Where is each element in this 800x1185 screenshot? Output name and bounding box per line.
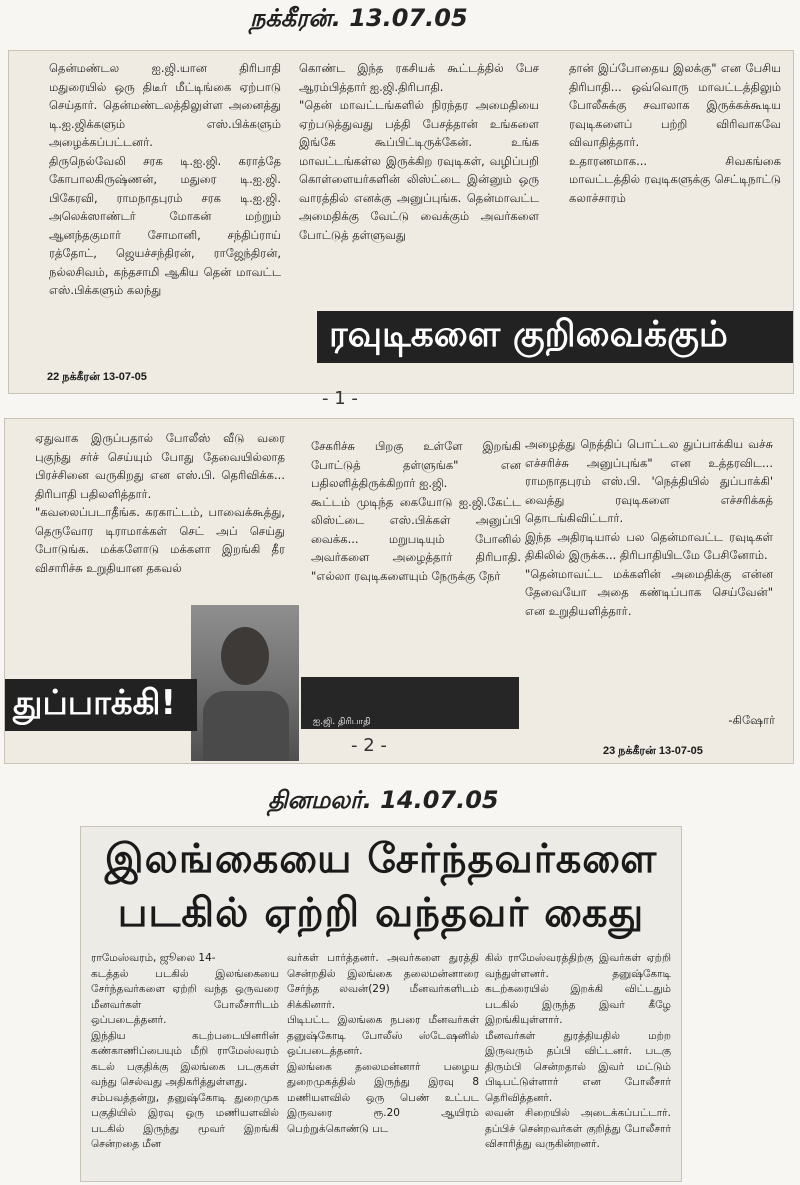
- caption-bar: [301, 677, 519, 729]
- headline-banner: துப்பாக்கி!: [5, 679, 197, 731]
- article-column-1: ஏதுவாக இருப்பதால் போலீஸ் வீடு வரை புகுந்து சர்ச் செய்யும் போது தேவையில்லாத பிரச்சினை வருகிறது என எஸ்.பி. தெரிவிக்க... திரிபாதி பதிலளித்தார். "கவலைப்படாதீங்க. கரகாட்டம், பாவைக்கூத்து, தெருவோர டிராமாக்கள் செட் அப் செய்து போடுங்க. மக்களோடு மக்களா இறங்கி தீர விசாரிச்சு உறுதியான தகவல்: [35, 431, 285, 575]
- article-column-2: சேகரிச்சு பிறகு உள்ளே இறங்கி போட்டுத் தள்ளுங்க" என பதிலளித்திருக்கிறார் ஐ.ஜி. கூட்டம் முடிந்த கையோடு ஐ.ஜி.கேட்ட லிஸ்ட்டை எஸ்.பிக்கள் அனுப்பி வைக்க... மறுபடியும் போனில் அவர்களை அழைத்தார் திரிபாதி. "எல்லா ரவுடிகளையும் நேருக்கு நேர்: [311, 439, 521, 583]
- ig-tripathi-photo: [191, 605, 299, 761]
- article-column-3: தான் இப்போதைய இலக்கு" என பேசிய திரிபாதி... ஒவ்வொரு மாவட்டத்திலும் போலீசுக்கு சவாலாக இருக்கக்கூடிய ரவுடிகளைப் பற்றி விரிவாகவே விவாதித்தார். உதாரணமாக... சிவகங்கை மாவட்டத்தில் ரவுடிகளுக்கு செட்டிநாட்டு கலாச்சாரம்: [569, 61, 781, 205]
- byline: -கிஷோர்: [728, 713, 775, 727]
- nakkeeran-clipping-page-23: [4, 418, 794, 764]
- article-column-3: கில் ராமேஸ்வரத்திற்கு இவர்கள் ஏற்றி வந்துள்ளனர். தனுஷ்கோடி கடற்கரையில் இறக்கி விட்டதும் படகில் இருந்த இவர் கீழே இறங்கியுள்ளார். மீனவர்கள் துரத்தியதில் மற்ற இருவரும் தப்பி விட்டனர். படகு திரும்பி சென்றதால் இவர் மட்டும் பிடிபட்டுள்ளார் என போலீசார் தெரிவித்தனர். லவன் சிறையில் அடைக்கப்பட்டார். தப்பிச் சென்றவர்கள் குறித்து போலீசார் விசாரித்து வருகின்றனர்.: [485, 952, 671, 1150]
- handwritten-source-label: நக்கீரன். 13.07.05: [250, 4, 468, 32]
- dinamalar-clipping: [80, 826, 682, 1182]
- page-folio: 23 நக்கீரன் 13-07-05: [603, 745, 703, 757]
- headline-banner: ரவுடிகளை குறிவைக்கும்: [317, 311, 794, 363]
- article-column-3: அழைத்து நெத்திப் பொட்டல துப்பாக்கிய வச்சு எச்சரிச்சு அனுப்புங்க" என உத்தரவிட... ராமநாதபுரம் எஸ்.பி. 'நெத்தியில் துப்பாக்கி' வைத்து ரவுடிகளை எச்சரிக்கத் தொடங்கிவிட்டார். இந்த அதிரடியால் பல தென்மாவட்ட ரவுடிகள் திகிலில் இருக்க... திரிபாதியிடமே பேசினோம். "தென்மாவட்ட மக்களின் அமைதிக்கு என்ன தேவையோ அதை கண்டிப்பாக செய்வேன்" என உறுதியளித்தார்.: [525, 437, 773, 618]
- headline-line-2: படகில் ஏற்றி வந்தவர் கைது: [117, 890, 645, 936]
- handwritten-source-label: தினமலர். 14.07.05: [268, 786, 499, 814]
- article-column-1: தென்மண்டல ஐ.ஜி.யான திரிபாதி மதுரையில் ஒரு திடீர் மீட்டிங்கை ஏற்பாடு செய்தார். தென்மண்டலத்திலுள்ள அனைத்து டி.ஐ.ஜிக்களும் எஸ்.பிக்களும் அழைக்கப்பட்டனர். திருநெல்வேலி சரக டி.ஐ.ஜி. கராத்தே கோபாலகிருஷ்ணன், மதுரை டி.ஐ.ஜி. பிகேரவி, ராமநாதபுரம் சரக டி.ஐ.ஜி. அலெக்ஸாண்டர் மோகன் மற்றும் ஆனந்தகுமார் சோமானி, சந்திப்ராய் ரத்தோட், ஜெயச்சந்திரன், ராஜேந்திரன், நல்லசிவம், கந்தசாமி ஆகிய தென் மாவட்ட எஸ்.பிக்களும் கலந்து: [49, 61, 281, 297]
- page-marker: - 2 -: [351, 735, 387, 756]
- page-marker: - 1 -: [322, 388, 358, 409]
- photo-caption: ஐ.ஜி. திரிபாதி: [313, 717, 371, 727]
- page-folio: 22 நக்கீரன் 13-07-05: [47, 371, 147, 383]
- article-column-1: ராமேஸ்வரம், ஜூலை 14- கடத்தல் படகில் இலங்கையை சேர்ந்தவர்களை ஏற்றி வந்த ஒருவரை மீனவர்கள் போலீசாரிடம் ஒப்படைத்தனர். இந்திய கடற்படையினரின் கண்காணிப்பையும் மீறி ராமேஸ்வரம் கடல் பகுதிக்கு இலங்கை படகுகள் வந்து செல்வது அதிகரித்துள்ளது. சம்பவத்தன்று, தனுஷ்கோடி துறைமுக பகுதியில் இரவு ஒரு மணியளவில் படகில் இருந்து மூவர் இறங்கி சென்றதை மீன: [91, 952, 279, 1150]
- headline-line-1: இலங்கையை சேர்ந்தவர்களை: [104, 836, 658, 882]
- nakkeeran-clipping-page-22: [8, 50, 794, 394]
- article-column-2: வர்கள் பார்த்தனர். அவர்களை துரத்தி சென்றதில் இலங்கை தலைமன்னாரை சேர்ந்த லவன்(29) மீனவர்களிடம் சிக்கினார். பிடிபட்ட இலங்கை நபரை மீனவர்கள் தனுஷ்கோடி போலீஸ் ஸ்டேஷனில் ஒப்படைத்தனர். இலங்கை தலைமன்னார் பழைய துறைமுகத்தில் இருந்து இரவு 8 மணியளவில் ஒரு பெண் உட்பட இருவரை ரூ.20 ஆயிரம் பெற்றுக்கொண்டு பட: [287, 952, 479, 1135]
- article-column-2: கொண்ட இந்த ரகசியக் கூட்டத்தில் பேச ஆரம்பித்தார் ஐ.ஜி.திரிபாதி. "தென் மாவட்டங்களில் நிரந்தர அமைதியை ஏற்படுத்துவது பத்தி பேசத்தான் உங்களை இங்கே கூப்பிட்டிருக்கேன். உங்க மாவட்டங்கள்ல இருக்கிற ரவுடிகள், வழிப்பறி கொள்ளையர்களின் லிஸ்ட்டை இன்னும் ஒரு வாரத்தில் எனக்கு அனுப்புங்க. தென்மாவட்ட அமைதிக்கு வேட்டு வைக்கும் அவர்களை போட்டுத் தள்ளுவது: [299, 61, 539, 242]
